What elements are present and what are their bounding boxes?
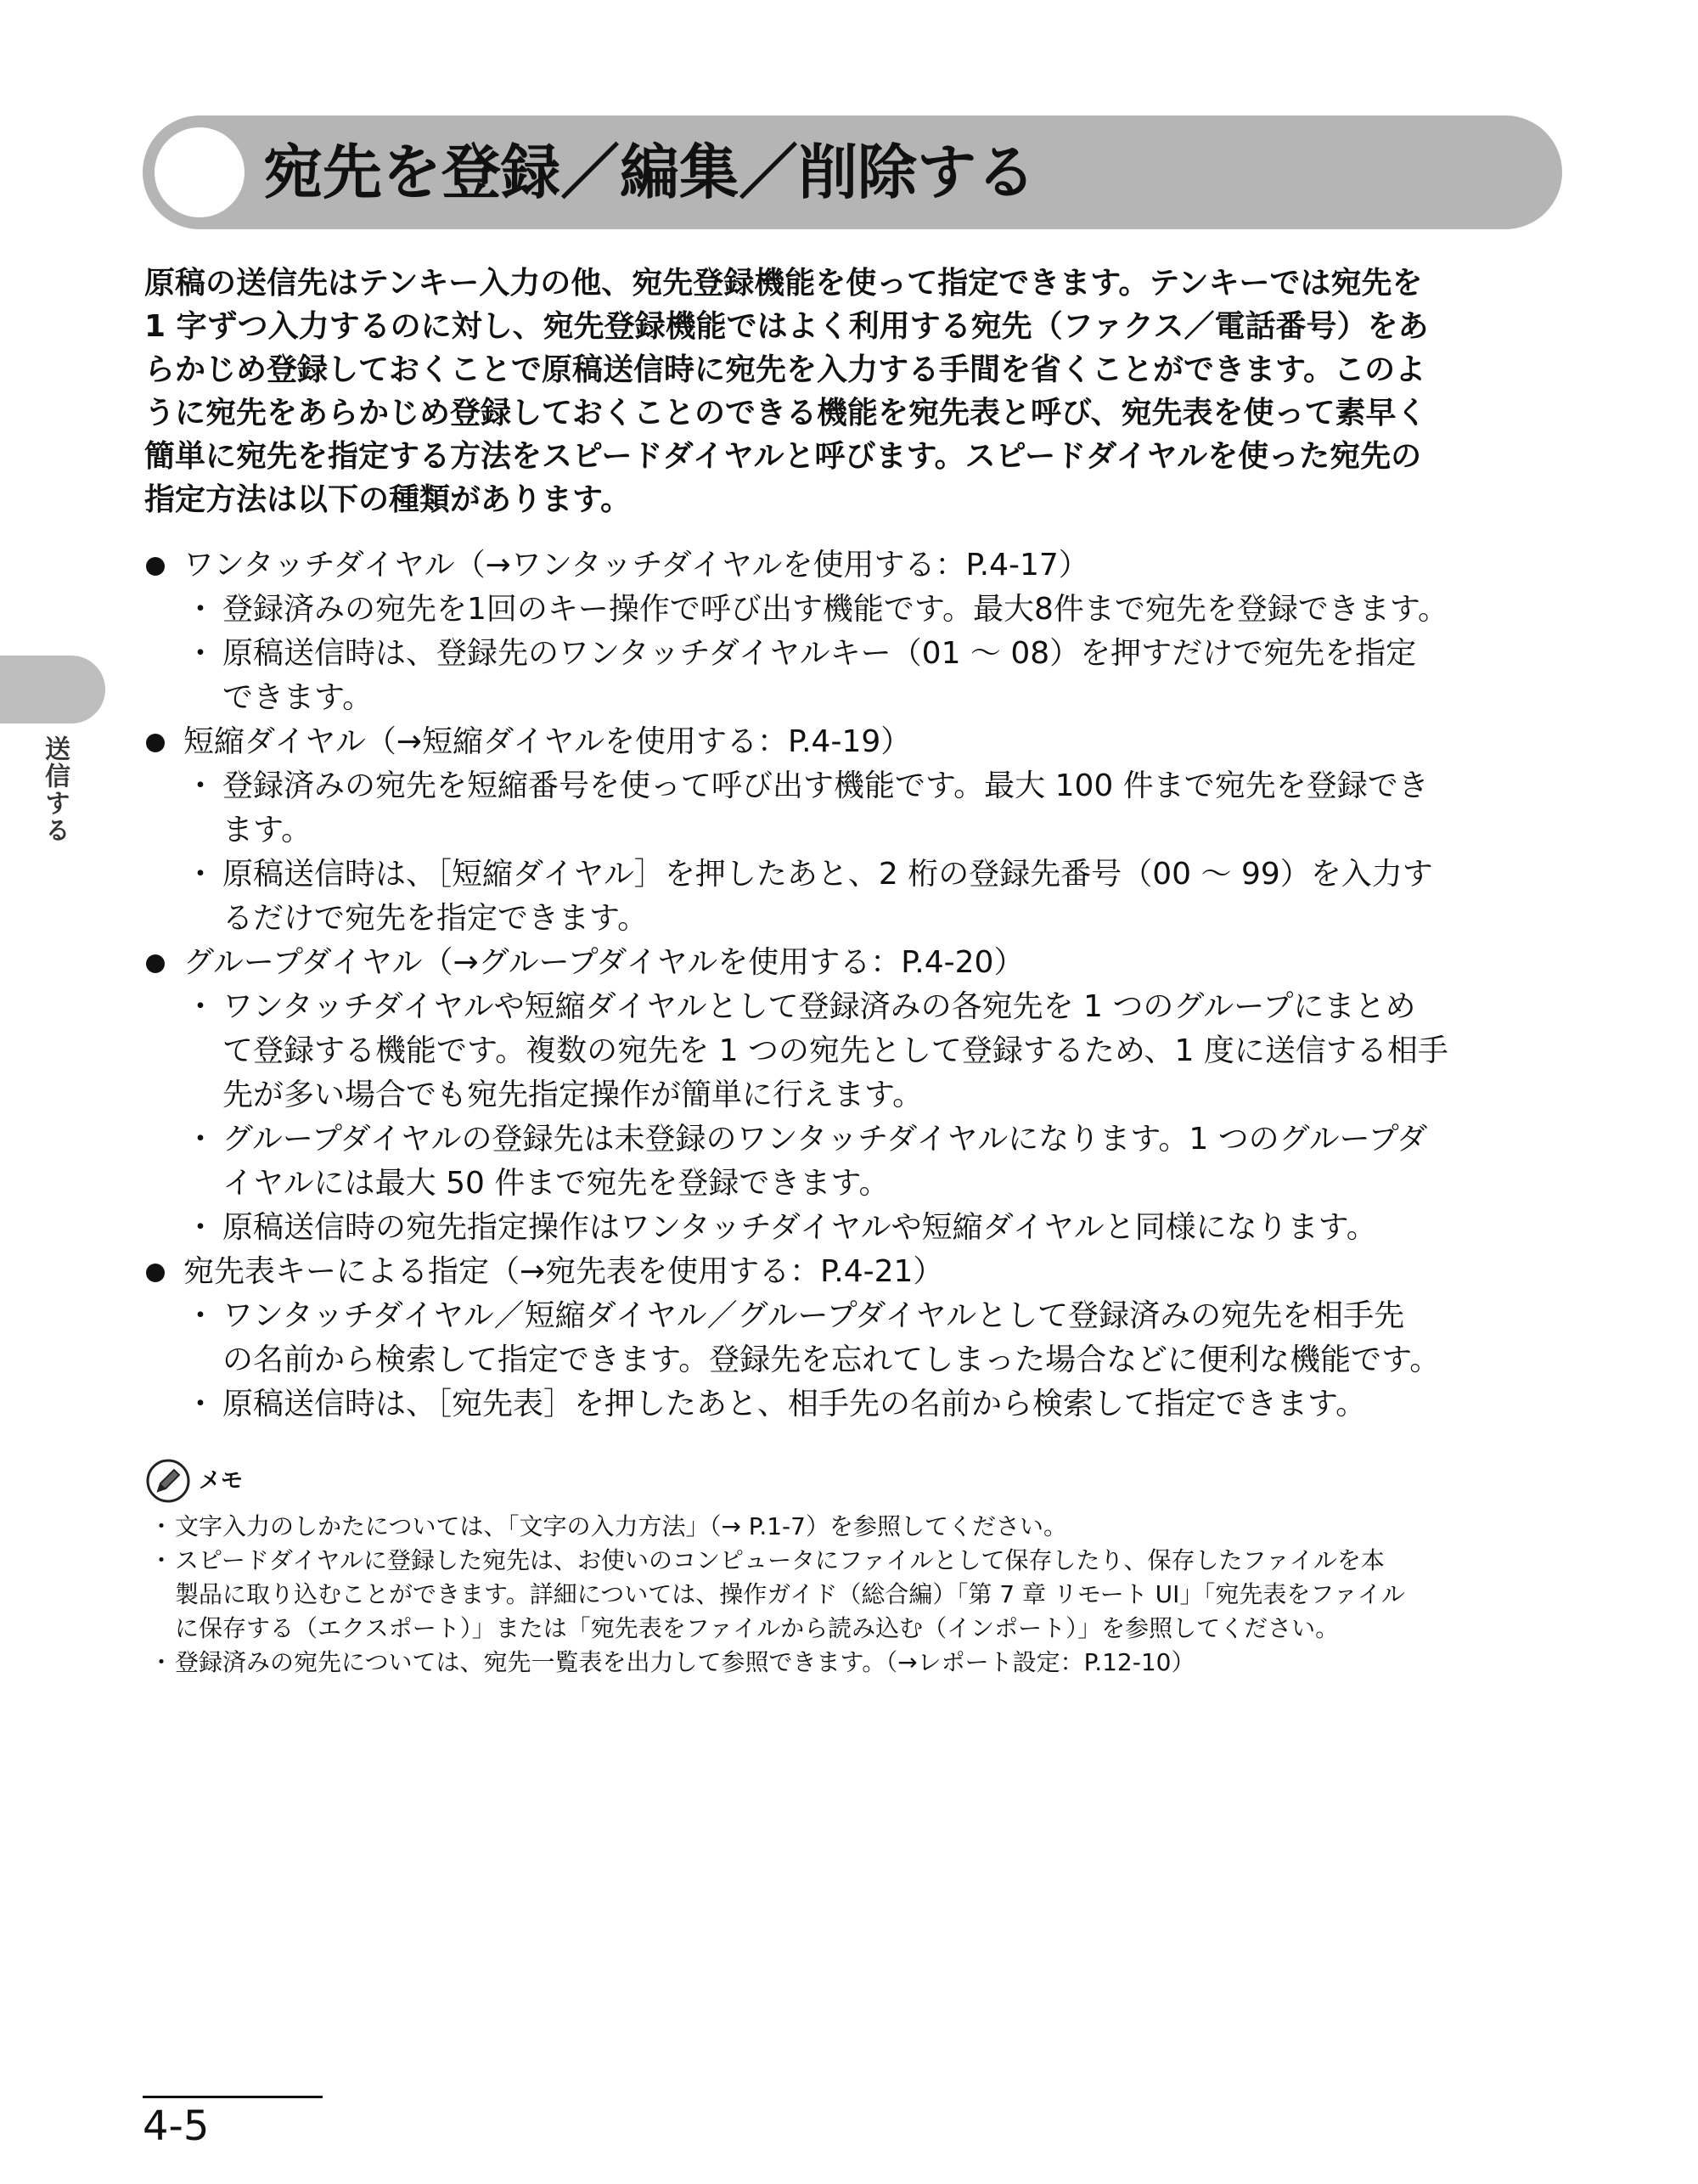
sub-bullet: ・ (185, 592, 216, 627)
sub-bullet: ・ (185, 1122, 216, 1157)
note-bullet: ・ (149, 1546, 174, 1574)
chapter-tab (0, 656, 105, 723)
sub-bullet: ・ (185, 857, 216, 892)
list-item-line: グループダイヤルの登録先は未登録のワンタッチダイヤルになります。1 つのグループダ (222, 1122, 1428, 1157)
bullet-icon (146, 557, 165, 576)
sub-bullet: ・ (185, 1298, 216, 1333)
list-item-line: ワンタッチダイヤル／短縮ダイヤル／グループダイヤルとして登録済みの宛先を相手先 (222, 1298, 1405, 1333)
memo-note (149, 1646, 1576, 1680)
list-item-heading (144, 720, 1571, 764)
note-bullet: ・ (149, 1648, 174, 1676)
list-item (144, 1294, 1571, 1382)
memo-note-line: スピードダイヤルに登録した宛先は、お使いのコンピュータにファイルとして保存したり、保存したファイルを本 (175, 1546, 1385, 1574)
banner-circle (155, 127, 245, 217)
list-item-text (222, 588, 1448, 632)
memo-note-line: 製品に取り込むことができます。詳細については、操作ガイド（総合編）「第 7 章 リモート UI」「宛先表をファイル (175, 1580, 1405, 1608)
title-banner (143, 115, 1562, 229)
list-item-line: ます。 (222, 813, 312, 847)
list-item-text (222, 1117, 1427, 1206)
list-item (144, 985, 1571, 1117)
intro-line: 原稿の送信先はテンキー入力の他、宛先登録機能を使って指定できます。テンキーでは宛先を (144, 266, 1423, 301)
list-item-line: て登録する機能です。複数の宛先を 1 つの宛先として登録するため、1 度に送信する相手 (222, 1033, 1448, 1068)
memo-notes (149, 1510, 1576, 1680)
chapter-label: 送信する (40, 735, 70, 844)
list-item-heading (144, 941, 1571, 985)
list-item-line: イヤルには最大 50 件まで宛先を登録できます。 (222, 1166, 890, 1201)
list-item-line: できます。 (222, 680, 374, 715)
list-item-line: 原稿送信時は、［宛先表］を押したあと、相手先の名前から検索して指定できます。 (222, 1387, 1367, 1421)
list-item-line: 登録済みの宛先を1回のキー操作で呼び出す機能です。最大8件まで宛先を登録できます。 (222, 592, 1449, 627)
intro-line: うに宛先をあらかじめ登録しておくことのできる機能を宛先表と呼び、宛先表を使って素早く (144, 396, 1427, 431)
list-item-text (222, 1206, 1377, 1250)
list-item-line: の名前から検索して指定できます。登録先を忘れてしまった場合などに便利な機能です。 (222, 1342, 1441, 1377)
list-item-line: 原稿送信時の宛先指定操作はワンタッチダイヤルや短縮ダイヤルと同様になります。 (222, 1210, 1377, 1245)
memo-note-line: 文字入力のしかたについては、「文字の入力方法」（→ P.1-7）を参照してください。 (175, 1512, 1067, 1540)
list-item-heading (144, 1250, 1571, 1294)
list-item-heading-text: 短縮ダイヤル（→短縮ダイヤルを使用する：P.4-19） (183, 724, 912, 759)
memo-note-line: に保存する（エクスポート）」または「宛先表をファイルから読み込む（インポート）」を参照してください。 (175, 1614, 1340, 1642)
list-item (144, 632, 1571, 720)
bullet-icon (146, 734, 165, 752)
intro-line: 簡単に宛先を指定する方法をスピードダイヤルと呼びます。スピードダイヤルを使った宛先の (144, 439, 1422, 474)
memo-note-text (175, 1510, 1067, 1544)
list-item-text (222, 1294, 1440, 1382)
memo-note (149, 1544, 1576, 1646)
list-item-heading (144, 543, 1571, 588)
list-item-line: ワンタッチダイヤルや短縮ダイヤルとして登録済みの各宛先を 1 つのグループにまとめ (222, 989, 1416, 1024)
list-item-line: るだけで宛先を指定できます。 (222, 901, 649, 936)
memo-label: メモ (199, 1468, 244, 1494)
list-item-line: 先が多い場合でも宛先指定操作が簡単に行えます。 (222, 1078, 924, 1112)
intro-line: 1 字ずつ入力するのに対し、宛先登録機能ではよく利用する宛先（ファクス／電話番号）をあ (144, 309, 1429, 344)
intro-line: 指定方法は以下の種類があります。 (144, 482, 632, 517)
page-title: 宛先を登録／編集／削除する (263, 138, 1036, 207)
list-item-text (222, 764, 1429, 853)
list-item-text (222, 985, 1448, 1117)
list-item-heading-text: ワンタッチダイヤル（→ワンタッチダイヤルを使用する：P.4-17） (183, 548, 1089, 583)
list-item (144, 1206, 1571, 1250)
sub-bullet: ・ (185, 636, 216, 671)
page-number-rule (143, 2096, 323, 2098)
memo-note-text (175, 1646, 1195, 1680)
sub-bullet: ・ (185, 768, 216, 803)
bullet-icon (146, 1264, 165, 1282)
page-number: 4-5 (143, 2102, 210, 2150)
memo-note-text (175, 1544, 1405, 1646)
memo-note-line: 登録済みの宛先については、宛先一覧表を出力して参照できます。（→レポート設定：P.12-10） (175, 1648, 1195, 1676)
intro-line: らかじめ登録しておくことで原稿送信時に宛先を入力する手間を省くことができます。このよ (144, 352, 1426, 387)
list-item-line: 登録済みの宛先を短縮番号を使って呼び出す機能です。最大 100 件まで宛先を登録でき (222, 768, 1429, 803)
list-item (144, 588, 1571, 632)
sub-bullet: ・ (185, 989, 216, 1024)
list-item (144, 853, 1571, 941)
note-bullet: ・ (149, 1512, 174, 1540)
list-item (144, 764, 1571, 853)
list-item-text (222, 1382, 1366, 1427)
list-item-heading-text: グループダイヤル（→グループダイヤルを使用する：P.4-20） (183, 945, 1025, 980)
list-item-line: 原稿送信時は、登録先のワンタッチダイヤルキー（01 ～ 08）を押すだけで宛先を指定 (222, 636, 1417, 671)
memo-note (149, 1510, 1576, 1544)
speed-dial-list (144, 543, 1571, 1427)
intro-paragraph (144, 262, 1571, 521)
sub-bullet: ・ (185, 1387, 216, 1421)
list-item-text (222, 853, 1433, 941)
pencil-icon (146, 1459, 190, 1503)
list-item-heading-text: 宛先表キーによる指定（→宛先表を使用する：P.4-21） (183, 1254, 944, 1289)
list-item-text (222, 632, 1416, 720)
bullet-icon (146, 954, 165, 973)
list-item (144, 1382, 1571, 1427)
list-item (144, 1117, 1571, 1206)
sub-bullet: ・ (185, 1210, 216, 1245)
list-item-line: 原稿送信時は、［短縮ダイヤル］を押したあと、2 桁の登録先番号（00 ～ 99）を入力す (222, 857, 1433, 892)
